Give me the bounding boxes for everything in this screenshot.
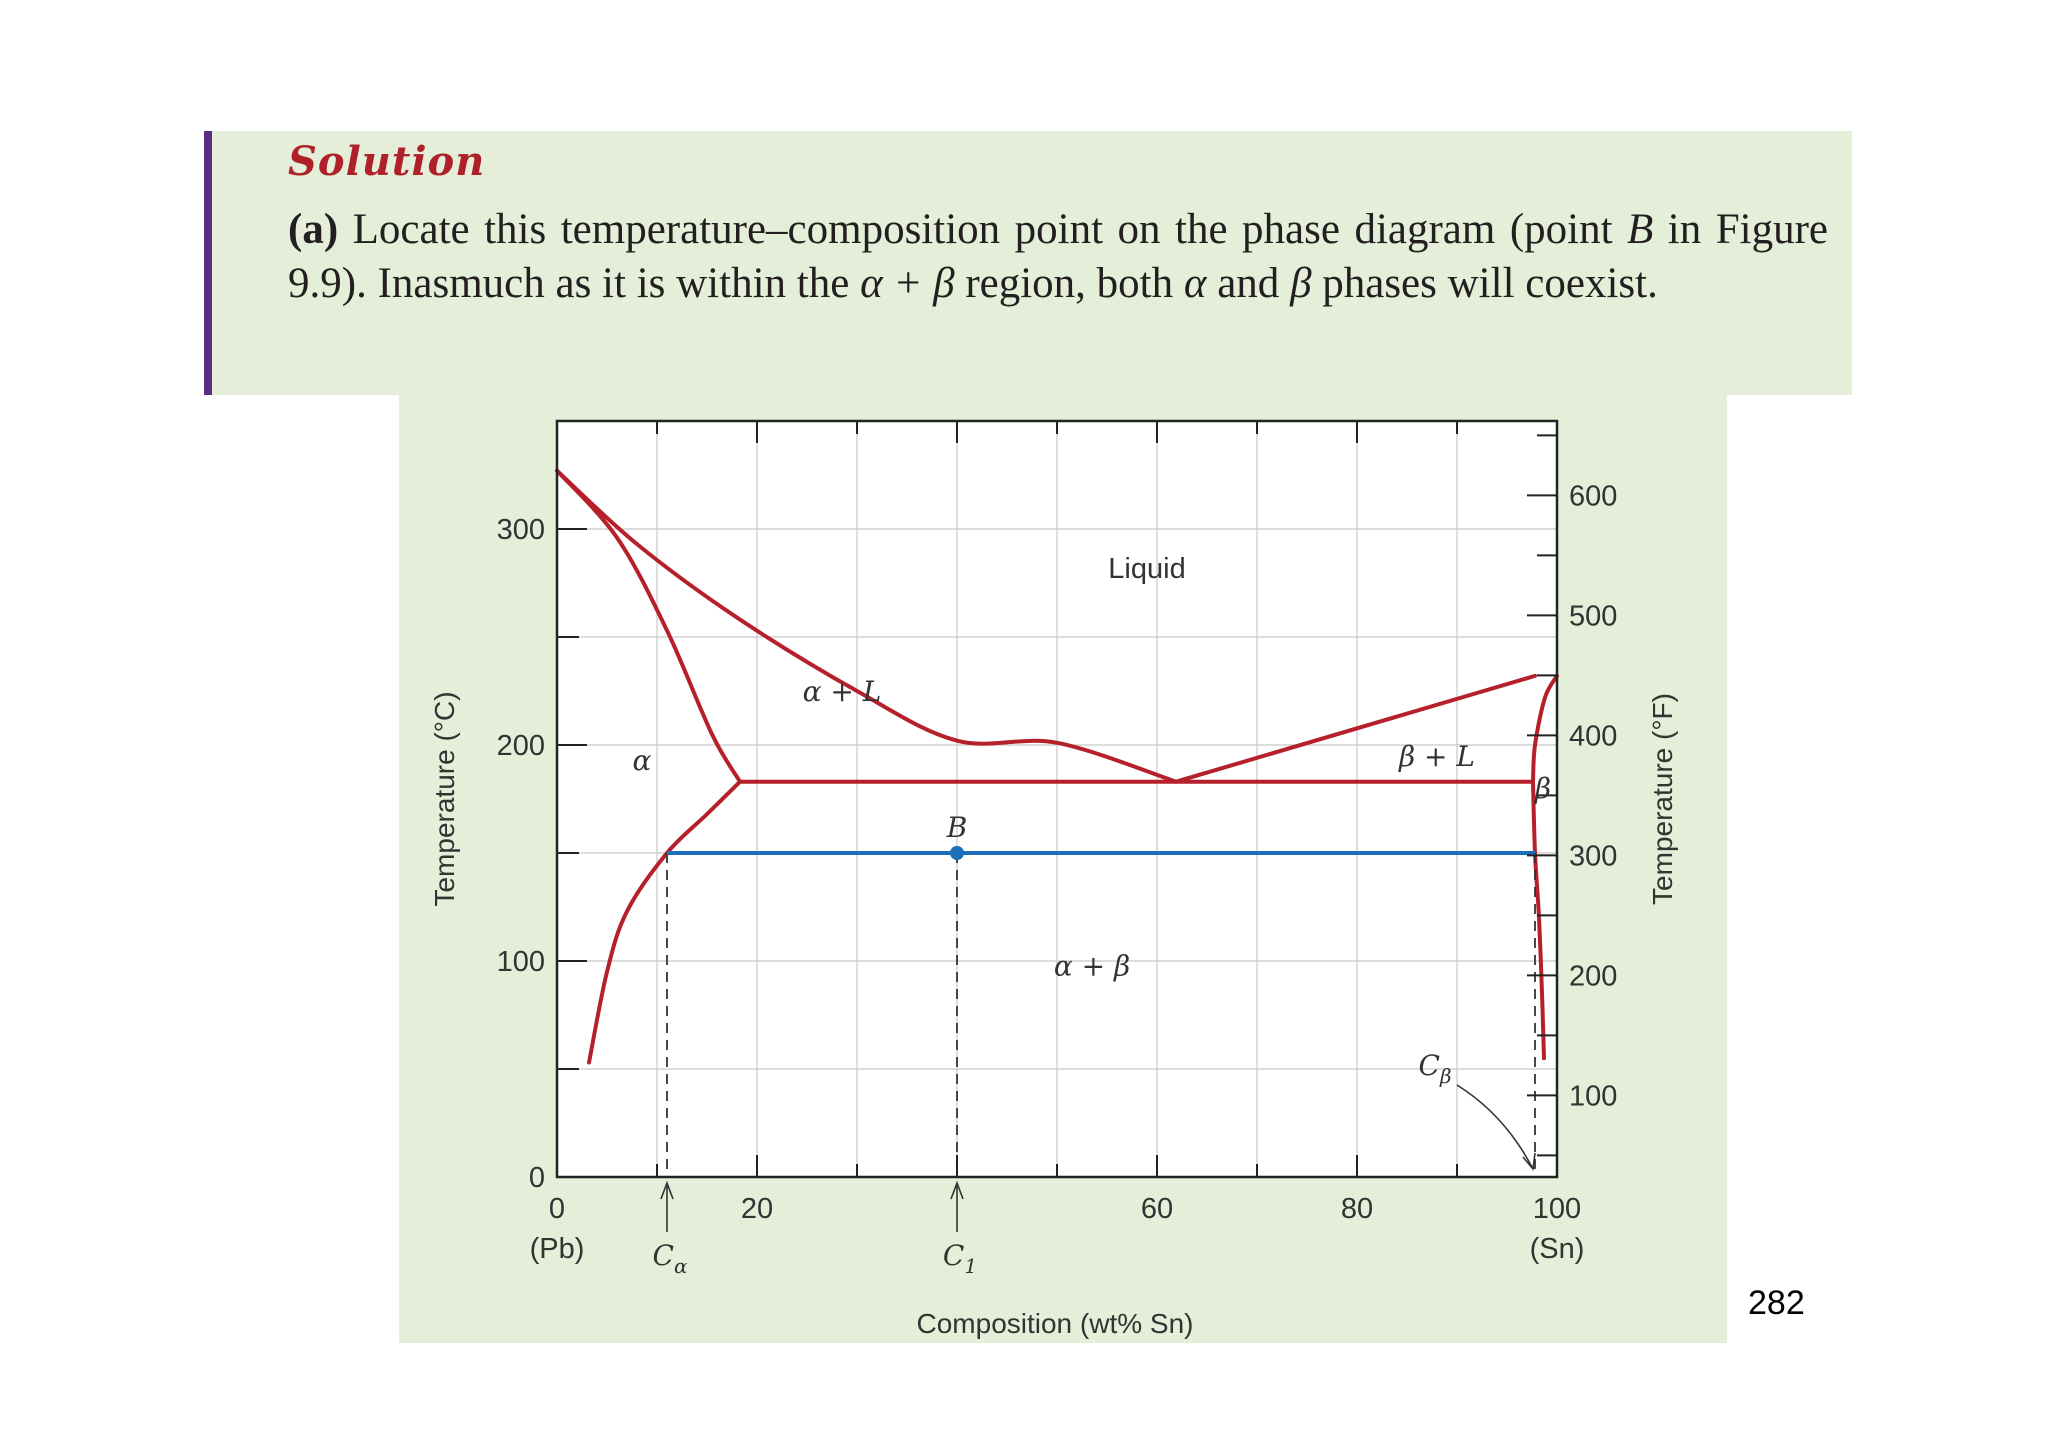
phase-1: α xyxy=(1183,260,1207,307)
y-right-axis-title: Temperature (°F) xyxy=(1647,693,1678,905)
x-tick-label: 60 xyxy=(1140,1193,1174,1225)
marker-label-main: C xyxy=(942,1239,965,1272)
marker-label xyxy=(653,1239,688,1278)
y-right-tick-label: 300 xyxy=(1569,840,1618,873)
page-number: 282 xyxy=(1748,1284,1805,1322)
y-right-tick-label: 200 xyxy=(1569,960,1618,993)
x-tick-label: 80 xyxy=(1340,1193,1374,1225)
marker-label-main: C xyxy=(1418,1049,1440,1082)
part-label: (a) xyxy=(288,206,339,253)
marker-label xyxy=(943,1239,977,1278)
region-label: β + L xyxy=(1398,739,1476,773)
y-left-tick-label: 300 xyxy=(496,514,545,546)
point-b-label: B xyxy=(946,811,968,844)
marker-label-subscript: α xyxy=(673,1254,688,1278)
solution-text-1: Locate this temperature–composition point on the phase diagram (point xyxy=(352,206,1628,253)
x-axis-title: Composition (wt% Sn) xyxy=(916,1308,1194,1339)
y-right-tick-label: 400 xyxy=(1569,720,1618,753)
region-label: Liquid xyxy=(1108,552,1186,585)
solution-text-4: and xyxy=(1206,260,1291,307)
region-label: α + β xyxy=(1053,949,1131,983)
point-name: B xyxy=(1627,206,1654,253)
point-b xyxy=(950,846,964,860)
solution-accent-bar xyxy=(204,131,212,395)
y-left-tick-label: 0 xyxy=(528,1162,545,1194)
x-tick-label: 100 xyxy=(1532,1193,1582,1225)
solution-text-2: in Figure 9.9). Inasmuch as it is within the xyxy=(288,206,1829,307)
y-right-tick-label: 100 xyxy=(1569,1080,1618,1113)
marker-label-subscript: 1 xyxy=(964,1254,978,1278)
region-label: β xyxy=(1534,772,1552,806)
solution-heading: Solution xyxy=(288,138,486,185)
region-label: α xyxy=(632,744,652,778)
solution-text-5: phases will coexist. xyxy=(1311,260,1658,307)
x-tick-label: 0 xyxy=(548,1193,566,1225)
y-left-axis-title: Temperature (°C) xyxy=(429,691,460,907)
figure-panel xyxy=(399,395,1727,1343)
y-right-tick-label: 600 xyxy=(1569,480,1618,513)
marker-label-subscript: β xyxy=(1439,1064,1452,1088)
solution-text xyxy=(288,203,1828,311)
y-left-tick-label: 200 xyxy=(496,730,545,762)
x-end-label-right: (Sn) xyxy=(1529,1233,1585,1265)
grid-layer xyxy=(557,421,1557,1177)
region-name: α + β xyxy=(860,260,955,307)
x-tick-label: 20 xyxy=(740,1193,774,1225)
y-right-tick-label: 500 xyxy=(1569,600,1618,633)
x-end-label-left: (Pb) xyxy=(529,1233,585,1265)
phase-2: β xyxy=(1290,260,1312,307)
marker-label-main: C xyxy=(652,1239,674,1272)
phase-diagram xyxy=(399,395,1727,1343)
region-label: α + L xyxy=(802,675,882,708)
y-left-tick-label: 100 xyxy=(496,946,545,978)
solution-text-3: region, both xyxy=(954,260,1184,307)
